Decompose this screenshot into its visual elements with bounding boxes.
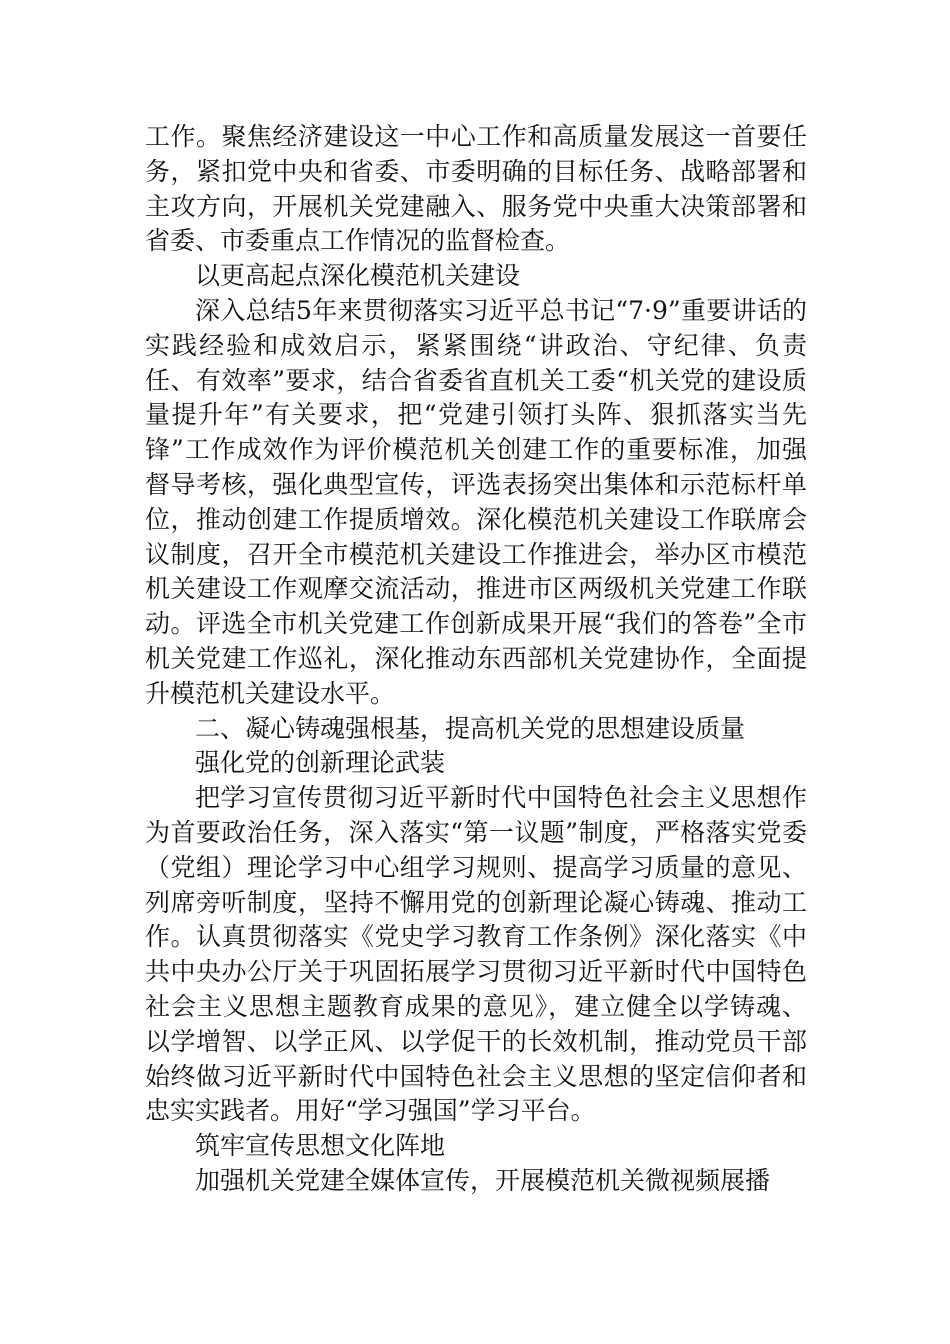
paragraph-continued-work: 工作。聚焦经济建设这一中心工作和高质量发展这一首要任务，紧扣党中央和省委、市委明确的目标任务、战略部署和主攻方向，开展机关党建融入、服务党中央重大决策部署和省委、市委重点工作情况的监督检查。 — [145, 122, 807, 256]
subheading-propaganda-position: 筑牢宣传思想文化阵地 — [195, 1131, 446, 1161]
subheading-theory-armament: 强化党的创新理论武装 — [195, 748, 446, 778]
section-heading-two: 二、凝心铸魂强根基，提高机关党的思想建设质量 — [195, 713, 746, 743]
paragraph-propaganda-position: 加强机关党建全媒体宣传，开展模范机关微视频展播 — [195, 1165, 771, 1195]
subheading-model-organs: 以更高起点深化模范机关建设 — [195, 261, 521, 291]
paragraph-model-organs: 深入总结5年来贯彻落实习近平总书记“7·9”重要讲话的实践经验和成效启示，紧紧围绕“讲政治、守纪律、负责任、有效率”要求，结合省委省直机关工委“机关党的建设质量提升年”有关要求，把“党建引领打头阵、狠抓落实当先锋”工作成效作为评价模范机关创建工作的重要标准，加强督导考核，强化典型宣传，评选表扬突出集体和示范标杆单位，推动创建工作提质增效。深化模范机关建设工作联席会议制度，召开全市模范机关建设工作推进会，举办区市模范机关建设工作观摩交流活动，推进市区两级机关党建工作联动。评选全市机关党建工作创新成果开展“我们的答卷”全市机关党建工作巡礼，深化推动东西部机关党建协作，全面提升模范机关建设水平。 — [145, 295, 807, 708]
paragraph-theory-armament: 把学习宣传贯彻习近平新时代中国特色社会主义思想作为首要政治任务，深入落实“第一议题”制度，严格落实党委（党组）理论学习中心组学习规则、提高学习质量的意见、列席旁听制度，坚持不懈用党的创新理论凝心铸魂、推动工作。认真贯彻落实《党史学习教育工作条例》深化落实《中共中央办公厅关于巩固拓展学习贯彻习近平新时代中国特色社会主义思想主题教育成果的意见》，建立健全以学铸魂、以学增智、以学正风、以学促干的长效机制，推动党员干部始终做习近平新时代中国特色社会主义思想的坚定信仰者和忠实实践者。用好“学习强国”学习平台。 — [145, 783, 807, 1126]
document-body — [145, 120, 807, 1199]
